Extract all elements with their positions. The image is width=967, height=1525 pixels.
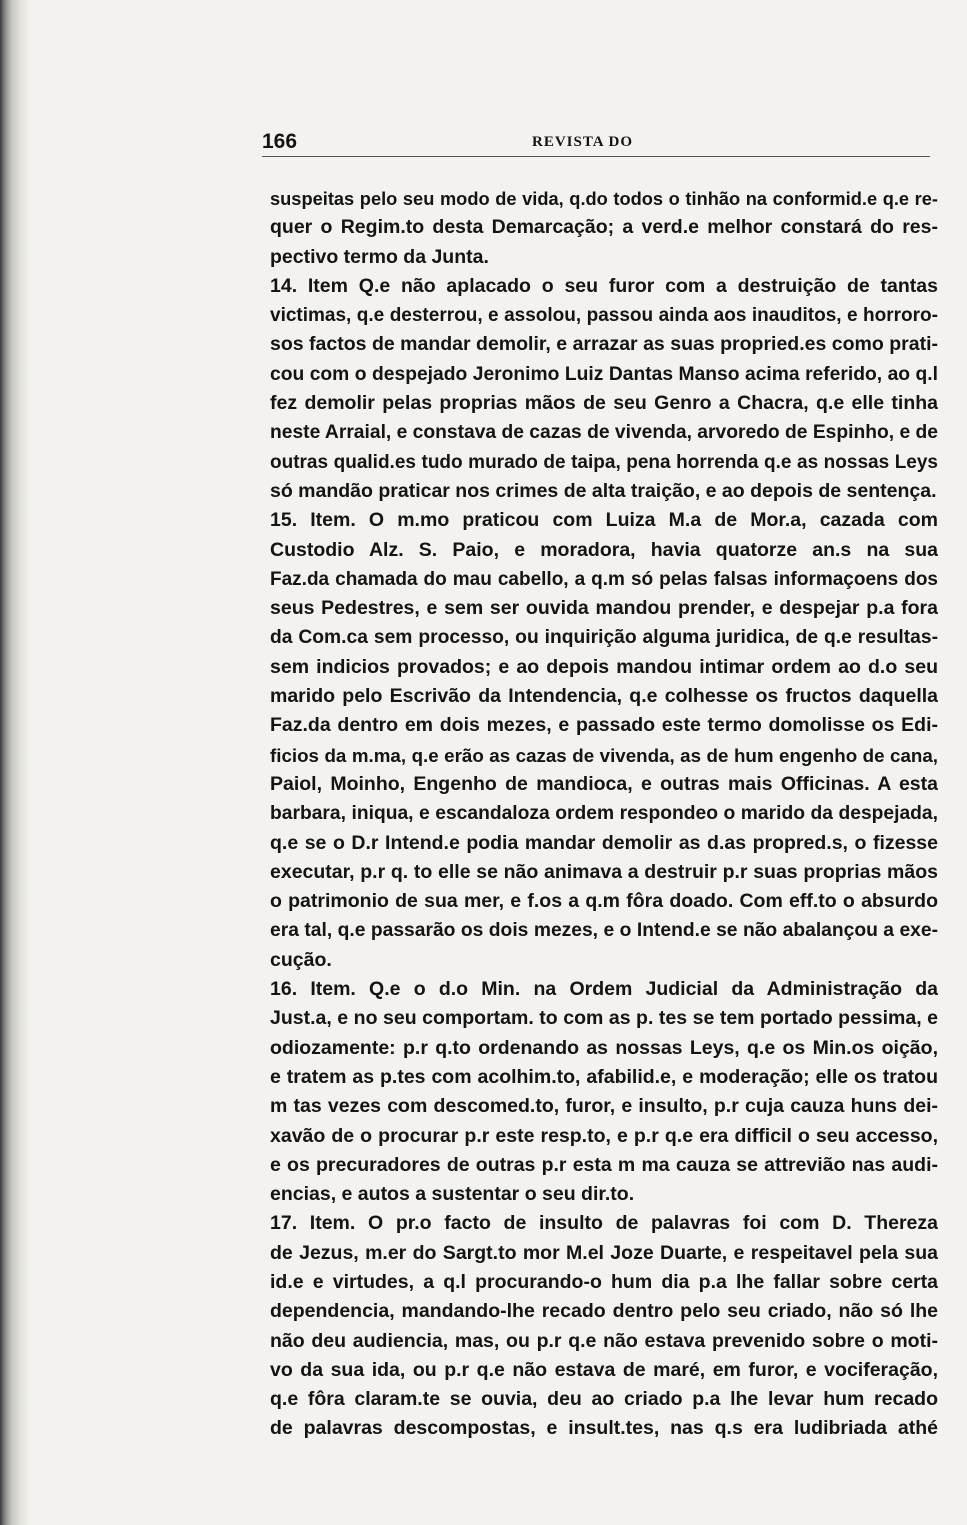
page-number: 166	[262, 130, 298, 153]
text-line: quer o Regim.to desta Demarcação; a verd.e melhor constará do res-	[270, 216, 938, 239]
text-line: outras qualid.es tudo murado de taipa, pena horrenda q.e as nossas Leys	[270, 451, 938, 473]
text-line: fez demolir pelas proprias mãos de seu Genro a Chacra, q.e elle tinha	[270, 392, 938, 415]
text-line: dependencia, mandando-lhe recado dentro pelo seu criado, não só lhe	[270, 1300, 938, 1323]
page-header	[262, 124, 930, 154]
text-line: neste Arraial, e constava de cazas de vivenda, arvoredo de Espinho, e de	[270, 422, 938, 444]
text-line: 14. Item Q.e não aplacado o seu furor com a destruição de tantas	[270, 274, 938, 297]
text-line: de palavras descompostas, e insult.tes, nas q.s era ludibriada athé	[270, 1417, 938, 1440]
text-line: era tal, q.e passarão os dois mezes, e o Intend.e se não abalançou a exe-	[270, 920, 938, 942]
text-line: e os precuradores de outras p.r esta m ma cauza se attrevião nas audi-	[270, 1153, 938, 1176]
text-line: cução.	[270, 948, 332, 971]
running-title: REVISTA DO	[532, 134, 633, 150]
binding-edge	[0, 0, 30, 1525]
text-line: só mandão praticar nos crimes de alta traição, e ao depois de sentença.	[270, 479, 937, 502]
text-line: e tratem as p.tes com acolhim.to, afabilid.e, e moderação; elle os tratou	[270, 1065, 938, 1088]
text-line: Just.a, e no seu comportam. to com as p. tes se tem portado pessima, e	[270, 1007, 938, 1030]
text-line: odiozamente: p.r q.to ordenando as nossas Leys, q.e os Min.os oição,	[270, 1036, 938, 1059]
text-line: cou com o despejado Jeronimo Luiz Dantas Manso acima referido, ao q.l	[270, 363, 938, 385]
text-line: de Jezus, m.er do Sargt.to mor M.el Joze Duarte, e respeitavel pela sua	[270, 1241, 938, 1264]
text-line: victimas, q.e desterrou, e assolou, passou ainda aos inauditos, e horroro-	[270, 305, 938, 327]
text-line: ficios da m.ma, q.e erão as cazas de vivenda, as de hum engenho de cana,	[270, 744, 938, 766]
text-line: o patrimonio de sua mer, e f.os a q.m fôra doado. Com eff.to o absurdo	[270, 890, 938, 913]
header-rule	[262, 156, 930, 157]
text-line: executar, p.r q. to elle se não animava a destruir p.r suas proprias mãos	[270, 860, 938, 883]
text-line: xavão de o procurar p.r este resp.to, e p.r q.e era difficil o seu accesso,	[270, 1124, 938, 1147]
text-line: Faz.da chamada do mau cabello, a q.m só pelas falsas informaçoens dos	[270, 568, 938, 590]
text-line: suspeitas pelo seu modo de vida, q.do todos o tinhão na conformid.e q.e re-	[270, 188, 938, 209]
text-line: da Com.ca sem processo, ou inquirição alguma juridica, de q.e resultas-	[270, 627, 938, 649]
text-line: encias, e autos a sustentar o seu dir.to.	[270, 1183, 635, 1206]
text-line: não deu audiencia, mas, ou p.r q.e não estava prevenido sobre o moti-	[270, 1329, 938, 1352]
text-line: m tas vezes com descomed.to, furor, e insulto, p.r cuja cauza huns dei-	[270, 1095, 938, 1118]
text-line: 17. Item. O pr.o facto de insulto de palavras foi com D. Thereza	[270, 1212, 938, 1235]
text-line: q.e fôra claram.te se ouvia, deu ao criado p.a lhe levar hum recado	[270, 1388, 938, 1411]
text-line: barbara, iniqua, e escandaloza ordem respondeo o marido da despejada,	[270, 803, 938, 825]
text-line: Custodio Alz. S. Paio, e moradora, havia quatorze an.s na sua	[270, 538, 938, 561]
text-line: pectivo termo da Junta.	[270, 245, 489, 268]
text-line: sem indicios provados; e ao depois mandou intimar ordem ao d.o seu	[270, 655, 938, 678]
text-body	[270, 184, 938, 1444]
text-line: Faz.da dentro em dois mezes, e passado este termo domolisse os Edi-	[270, 714, 938, 737]
text-line: 15. Item. O m.mo praticou com Luiza M.a de Mor.a, cazada com	[270, 509, 938, 532]
text-line: q.e se o D.r Intend.e podia mandar demolir as d.as propred.s, o fizesse	[270, 831, 938, 854]
text-line: sos factos de mandar demolir, e arrazar as suas propried.es como prati-	[270, 333, 938, 356]
text-line: seus Pedestres, e sem ser ouvida mandou prender, e despejar p.a fora	[270, 597, 938, 620]
text-line: Paiol, Moinho, Engenho de mandioca, e outras mais Officinas. A esta	[270, 772, 938, 795]
text-line: id.e e virtudes, a q.l procurando-o hum dia p.a lhe fallar sobre certa	[270, 1270, 938, 1293]
text-line: marido pelo Escrivão da Intendencia, q.e colhesse os fructos daquella	[270, 685, 938, 708]
text-line: vo da sua ida, ou p.r q.e não estava de maré, em furor, e vociferação,	[270, 1358, 938, 1381]
text-line: 16. Item. Q.e o d.o Min. na Ordem Judicial da Administração da	[270, 978, 938, 1001]
